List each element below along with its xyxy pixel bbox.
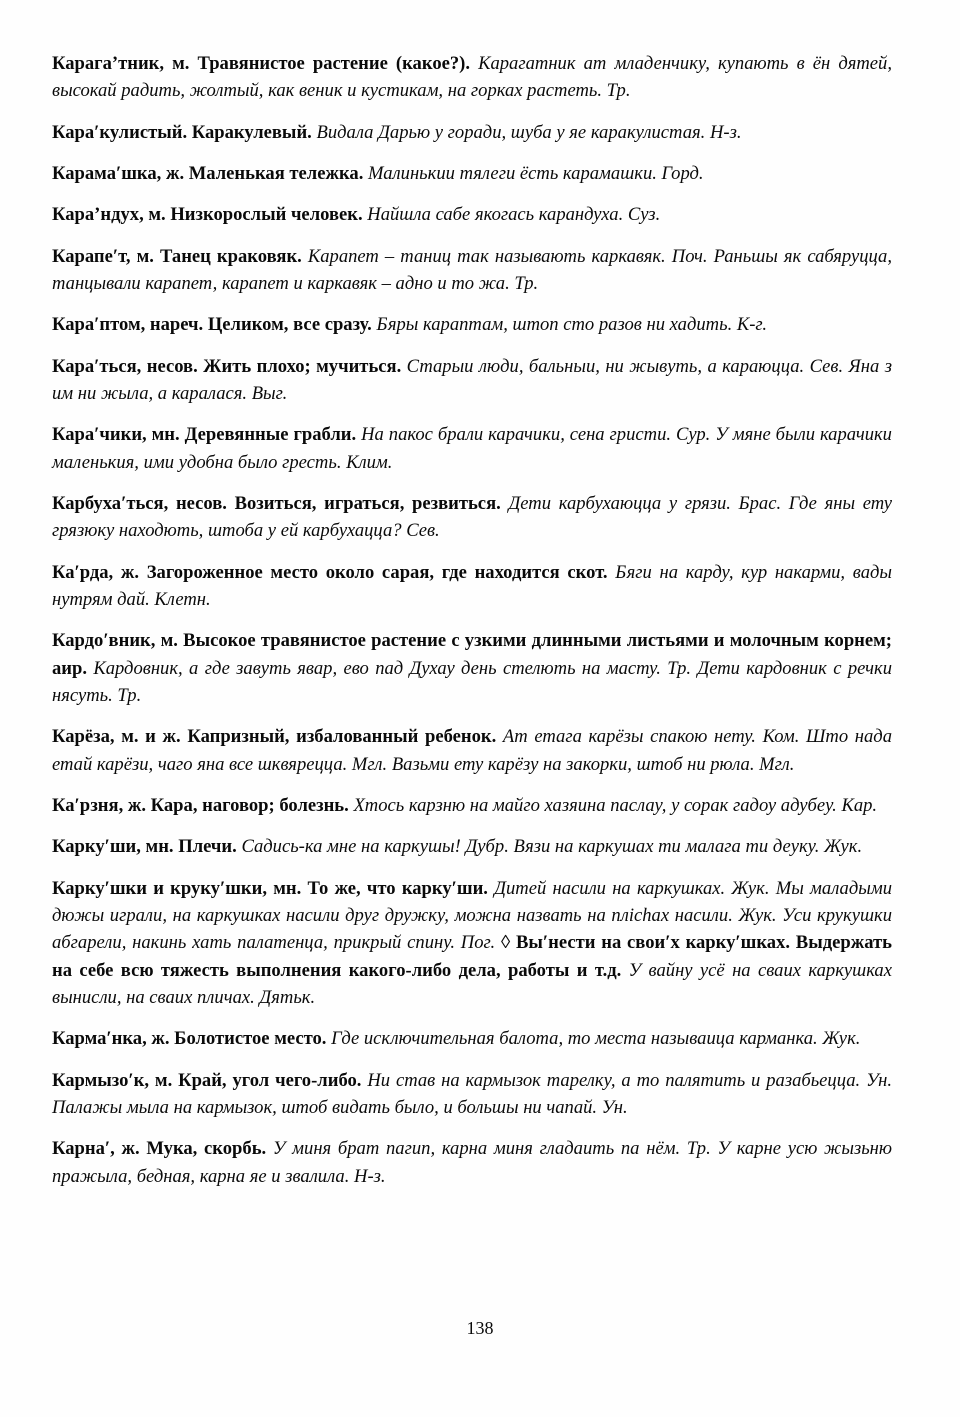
entry-example: Бяги на карду, кур накарми, вады нутрям дай. Клетн. <box>52 561 892 610</box>
dictionary-entry <box>52 50 892 105</box>
entry-headword: Карёза, м. и ж. Капризный, избалованный ребенок. <box>52 726 497 748</box>
entry-headword: Карма′нка, ж. Болотистое место. <box>52 1028 327 1050</box>
entry-headword: Кара′кулистый. Каракулевый. <box>52 121 312 143</box>
entry-headword: Кара′чики, мн. Деревянные грабли. <box>52 424 357 446</box>
entry-headword: Карама′шка, ж. Маленькая тележка. <box>52 162 364 184</box>
dictionary-entry <box>52 119 892 146</box>
entry-example: Хтось карзню на майго хазяина паслау, у сорак гадоу адубеу. Кар. <box>353 794 878 816</box>
dictionary-entry <box>52 627 892 709</box>
dictionary-entry <box>52 1067 892 1122</box>
dictionary-entry <box>52 490 892 545</box>
dictionary-entry <box>52 160 892 187</box>
dictionary-entry <box>52 421 892 476</box>
entry-headword: Кармызо′к, м. Край, угол чего-либо. <box>52 1069 362 1091</box>
entry-headword: Карку′ши, мн. Плечи. <box>52 836 237 858</box>
entry-example: Найшла сабе якогась карандуха. Суз. <box>367 204 661 226</box>
dictionary-entry <box>52 723 892 778</box>
entry-idiom-example: У вайну усё на сваих каркушках вынисли, на сваих пличах. Дятьк. <box>52 959 892 1008</box>
entry-headword: Кардо′вник, м. Высокое травянистое растение с узкими длинными листьями и молочным корнем; аир. <box>52 630 892 679</box>
page-number: 138 <box>466 1318 494 1338</box>
entry-example: Дитей насили на каркушках. Жук. Мы маладыми дюжы играли, на каркушках насили друг дружку, можна назвать на плichах насили. Жук. Уси крукушки абгарели, накинь хать палатенца, прикрый спину. Пог. ◊ <box>52 877 892 954</box>
dictionary-entry <box>52 875 892 1012</box>
entry-headword: Ка′рда, ж. Загороженное место около сарая, где находится скот. <box>52 561 608 583</box>
entry-headword: Карна′, ж. Мука, скорбь. <box>52 1138 267 1160</box>
entry-list <box>52 50 892 1190</box>
entry-example: На пакос брали карачики, сена гристи. Сур. У мяне были карачики маленькия, ими удобна было гресть. Клим. <box>52 424 892 473</box>
entry-example: Дети карбухаюцца у грязи. Брас. Где яны ету грязюку находють, штоба у ей карбухацца? Сев. <box>52 492 892 542</box>
entry-example: Кардовник, а где завуть явар, ево пад Духау день стелють на масту. Тр. Дети кардовник с речки нясуть. Тр. <box>52 657 892 706</box>
dictionary-entry <box>52 559 892 614</box>
entry-headword: Кара′птом, нареч. Целиком, все сразу. <box>52 314 372 336</box>
entry-example: Старыи люди, бальныи, ни жывуть, а караюцца. Сев. Яна з им ни жыла, а каралася. Выг. <box>52 355 892 404</box>
entry-idiom: Вы′нести на свои′х карку′шках. Выдержать на себе всю тяжесть выполнения какого-либо дела, работы и т.д. <box>52 932 892 981</box>
entry-example: Ат етага карёзы спакою нету. Ком. Што нада етай карёзи, чаго яна все шквярецца. Мгл. Вазьми ету карёзу на закорки, штоб ни рюла. Мгл. <box>52 726 893 775</box>
entry-headword: Карбуха′ться, несов. Возиться, играться, резвиться. <box>52 492 501 514</box>
dictionary-entry <box>52 201 892 228</box>
dictionary-entry <box>52 353 892 408</box>
entry-headword: Карага’тник, м. Травянистое растение (какое?). <box>52 53 471 74</box>
dictionary-entry <box>52 1135 892 1190</box>
entry-example: У миня брат пагип, карна миня гладаить па нём. Тр. У карне усю жызьню пражыла, бедная, карна яе и звалила. Н-з. <box>52 1138 892 1187</box>
entry-headword: Карку′шки и круку′шки, мн. То же, что карку′ши. <box>52 877 488 899</box>
dictionary-entry <box>52 792 892 819</box>
entry-example: Видала Дарью у горади, шуба у яе каракулистая. Н-з. <box>316 121 742 143</box>
entry-example: Садись-ка мне на каркушы! Дубр. Вязи на каркушах ти малага ти деуку. Жук. <box>241 836 863 858</box>
dictionary-entry <box>52 1025 892 1052</box>
entry-example: Бяры караптам, штоп сто разов ни хадить. К-г. <box>376 314 768 336</box>
entry-headword: Ка′рзня, ж. Кара, наговор; болезнь. <box>52 794 349 816</box>
dictionary-entry <box>52 311 892 338</box>
dictionary-entry <box>52 243 892 298</box>
entry-example: Где исключительная балота, то места называица карманка. Жук. <box>331 1028 861 1050</box>
entry-example: Малинькии тялеги ёсть карамашки. Горд. <box>368 162 704 184</box>
entry-example: Карапет – таниц так называють каркавяк. Поч. Раньшы як сабяруцца, танцывали карапет, карапет и каркавяк – адно и то жа. Тр. <box>52 245 892 294</box>
entry-headword: Карапе′т, м. Танец краковяк. <box>52 245 302 267</box>
entry-example: Карагатник ат младенчику, купають в ён дятей, высокай радить, жолтый, как веник и кустикам, на горках растеть. Тр. <box>52 53 892 102</box>
entry-example: Ни став на кармызок тарелку, а то палятить и разабьецца. Ун. Палажы мыла на кармызок, штоб видать было, и большы ни чапай. Ун. <box>52 1069 892 1118</box>
dictionary-entry <box>52 833 892 860</box>
entry-headword: Кара′ться, несов. Жить плохо; мучиться. <box>52 355 402 377</box>
entry-headword: Кара’ндух, м. Низкорослый человек. <box>52 204 363 226</box>
